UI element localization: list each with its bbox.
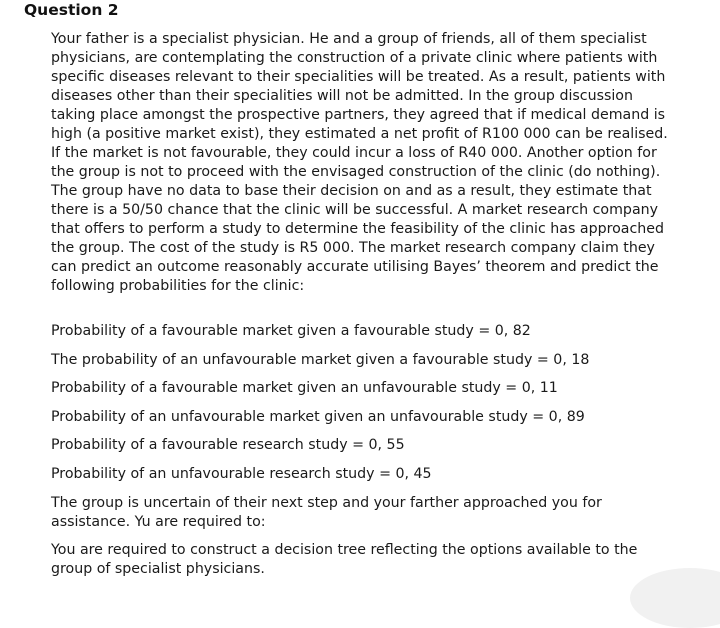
question-heading: Question 2 [24,1,119,19]
probability-line: Probability of a favourable market given a favourable study = 0, 82 [51,323,531,339]
probability-line: Probability of an unfavourable research study = 0, 45 [51,466,432,482]
probability-line: Probability of an unfavourable market given an unfavourable study = 0, 89 [51,409,585,425]
probability-line: Probability of a favourable research study = 0, 55 [51,437,405,453]
probability-line: Probability of a favourable market given an unfavourable study = 0, 11 [51,380,558,396]
probability-line: The probability of an unfavourable market given a favourable study = 0, 18 [51,352,590,368]
task-paragraph: You are required to construct a decision tree reflecting the options available to the group of specialist physicians. [51,542,638,577]
closing-paragraph: The group is uncertain of their next step and your farther approached you for assistance. Yu are required to: [51,495,602,530]
question-intro-paragraph: Your father is a specialist physician. He and a group of friends, all of them specialist physicians, are contemplating the construction of a private clinic where patients with specific diseases relevant to their specialities will be treated. As a result, patients with diseases other than their specialities will not be admitted. In the group discussion taking place amongst the prospective partners, they agreed that if medical demand is high (a positive market exist), they estimated a net profit of R100 000 can be realised. If the market is not favourable, they could incur a loss of R40 000. Another option for the group is not to proceed with the envisaged construction of the clinic (do nothing). The group have no data to base their decision on and as a result, they estimate that there is a 50/50 chance that the clinic will be successful. A market research company that offers to perform a study to determine the feasibility of the clinic has approached the group. The cost of the study is R5 000. The market research company claim they can predict an outcome reasonably accurate utilising Bayes’ theorem and predict the following probabilities for the clinic: [51,31,668,294]
